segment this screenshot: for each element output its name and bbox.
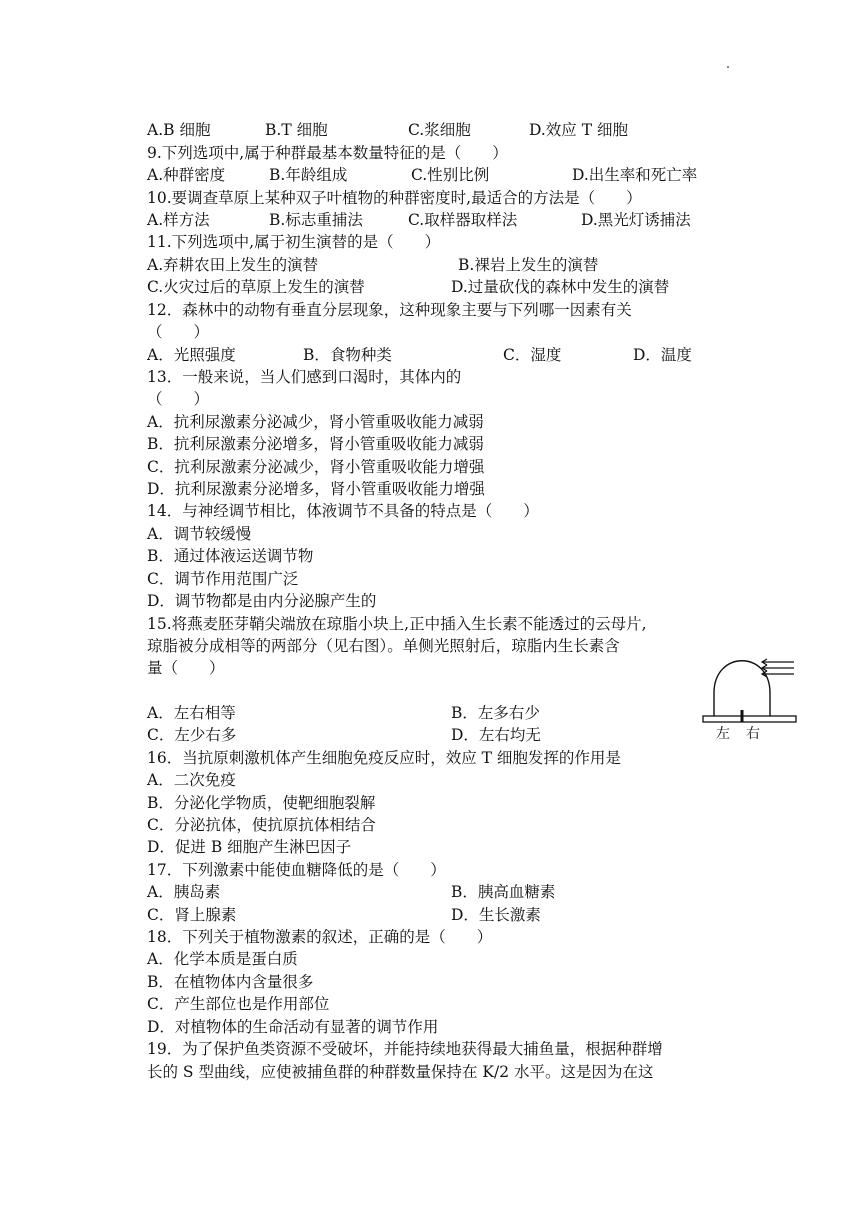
coleoptile-tip-outline	[714, 661, 770, 716]
q12-option-a: A．光照强度	[147, 346, 236, 364]
q15-stem-line3: 量（ ）	[147, 659, 225, 677]
q15-option-a: A．左右相等	[147, 704, 236, 722]
q13-stem-line1: 13．一般来说，当人们感到口渴时，其体内的	[147, 368, 462, 386]
q16-option-b: B．分泌化学物质，使靶细胞裂解	[147, 794, 376, 812]
q18-option-d: D．对植物体的生命活动有显著的调节作用	[147, 1018, 439, 1036]
q12-option-b: B．食物种类	[303, 346, 392, 364]
q9-option-b: B.年龄组成	[269, 166, 348, 184]
q16-stem: 16．当抗原刺激机体产生细胞免疫反应时，效应 T 细胞发挥的作用是	[147, 749, 621, 767]
q9-stem: 9.下列选项中,属于种群最基本数量特征的是（ ）	[147, 144, 508, 162]
q16-option-d: D．促进 B 细胞产生淋巴因子	[147, 838, 352, 856]
q13-stem-line2: （ ）	[147, 390, 210, 408]
q11-option-b: B.裸岩上发生的演替	[458, 256, 599, 274]
q15-option-c: C．左少右多	[147, 726, 237, 744]
q19-stem-line1: 19．为了保护鱼类资源不受破坏，并能持续地获得最大捕鱼量，根据种群增	[147, 1040, 663, 1058]
q13-option-a: A．抗利尿激素分泌减少，肾小管重吸收能力减弱	[147, 413, 484, 431]
q13-option-c: C．抗利尿激素分泌减少，肾小管重吸收能力增强	[147, 458, 485, 476]
q8-option-d: D.效应 T 细胞	[529, 121, 628, 139]
coleoptile-diagram	[700, 648, 800, 744]
q9-option-c: C.性别比例	[411, 166, 490, 184]
q18-option-a: A．化学本质是蛋白质	[147, 950, 298, 968]
agar-block	[703, 716, 796, 722]
q10-option-c: C.取样器取样法	[408, 211, 518, 229]
q8-option-c: C.浆细胞	[408, 121, 471, 139]
q11-option-c: C.火灾过后的草原上发生的演替	[147, 278, 365, 296]
q9-option-a: A.种群密度	[147, 166, 226, 184]
figure-label-right: 右	[746, 726, 760, 742]
q18-option-b: B．在植物体内含量很多	[147, 973, 314, 991]
q17-option-d: D．生长激素	[451, 906, 541, 924]
q18-option-c: C．产生部位也是作用部位	[147, 995, 330, 1013]
q15-stem-line1: 15.将燕麦胚芽鞘尖端放在琼脂小块上,正中插入生长素不能透过的云母片,	[147, 615, 647, 633]
q15-option-b: B．左多右少	[451, 704, 540, 722]
q10-option-a: A.样方法	[147, 211, 210, 229]
q18-stem: 18．下列关于植物激素的叙述，正确的是（ ）	[147, 928, 493, 946]
q14-option-c: C．调节作用范围广泛	[147, 570, 299, 588]
q10-option-b: B.标志重捕法	[269, 211, 363, 229]
q12-option-d: D．温度	[633, 346, 692, 364]
q11-option-a: A.弃耕农田上发生的演替	[147, 256, 319, 274]
q15-option-d: D．左右均无	[451, 726, 541, 744]
q17-option-a: A．胰岛素	[147, 883, 221, 901]
q12-option-c: C．湿度	[503, 346, 562, 364]
q12-stem-line2: （ ）	[147, 323, 210, 341]
q8-option-b: B.T 细胞	[265, 121, 328, 139]
page-mark	[727, 66, 729, 68]
q16-option-a: A．二次免疫	[147, 771, 236, 789]
q9-option-d: D.出生率和死亡率	[572, 166, 698, 184]
figure-label-left: 左	[716, 726, 730, 742]
q17-option-b: B．胰高血糖素	[451, 883, 556, 901]
q14-option-a: A．调节较缓慢	[147, 525, 252, 543]
q14-option-b: B．通过体液运送调节物	[147, 547, 314, 565]
coleoptile-figure	[700, 648, 800, 744]
q10-option-d: D.黑光灯诱捕法	[581, 211, 691, 229]
q11-stem: 11.下列选项中,属于初生演替的是（ ）	[147, 233, 441, 251]
q13-option-d: D．抗利尿激素分泌增多，肾小管重吸收能力增强	[147, 480, 485, 498]
q15-stem-line2: 琼脂被分成相等的两部分（见右图）。单侧光照射后，琼脂内生长素含	[147, 637, 620, 655]
q11-option-d: D.过量砍伐的森林中发生的演替	[451, 278, 670, 296]
q16-option-c: C．分泌抗体，使抗原抗体相结合	[147, 816, 376, 834]
q14-option-d: D．调节物都是由内分泌腺产生的	[147, 592, 377, 610]
q17-option-c: C．肾上腺素	[147, 906, 237, 924]
q12-stem-line1: 12．森林中的动物有垂直分层现象，这种现象主要与下列哪一因素有关	[147, 301, 632, 319]
q13-option-b: B．抗利尿激素分泌增多，肾小管重吸收能力减弱	[147, 435, 484, 453]
q17-stem: 17．下列激素中能使血糖降低的是（ ）	[147, 861, 446, 879]
q8-option-a: A.B 细胞	[147, 121, 211, 139]
q19-stem-line2: 长的 S 型曲线，应使被捕鱼群的种群数量保持在 K/2 水平。这是因为在这	[147, 1063, 654, 1081]
q10-stem: 10.要调查草原上某种双子叶植物的种群密度时,最适合的方法是（ ）	[147, 189, 642, 207]
q14-stem: 14．与神经调节相比，体液调节不具备的特点是（ ）	[147, 502, 539, 520]
